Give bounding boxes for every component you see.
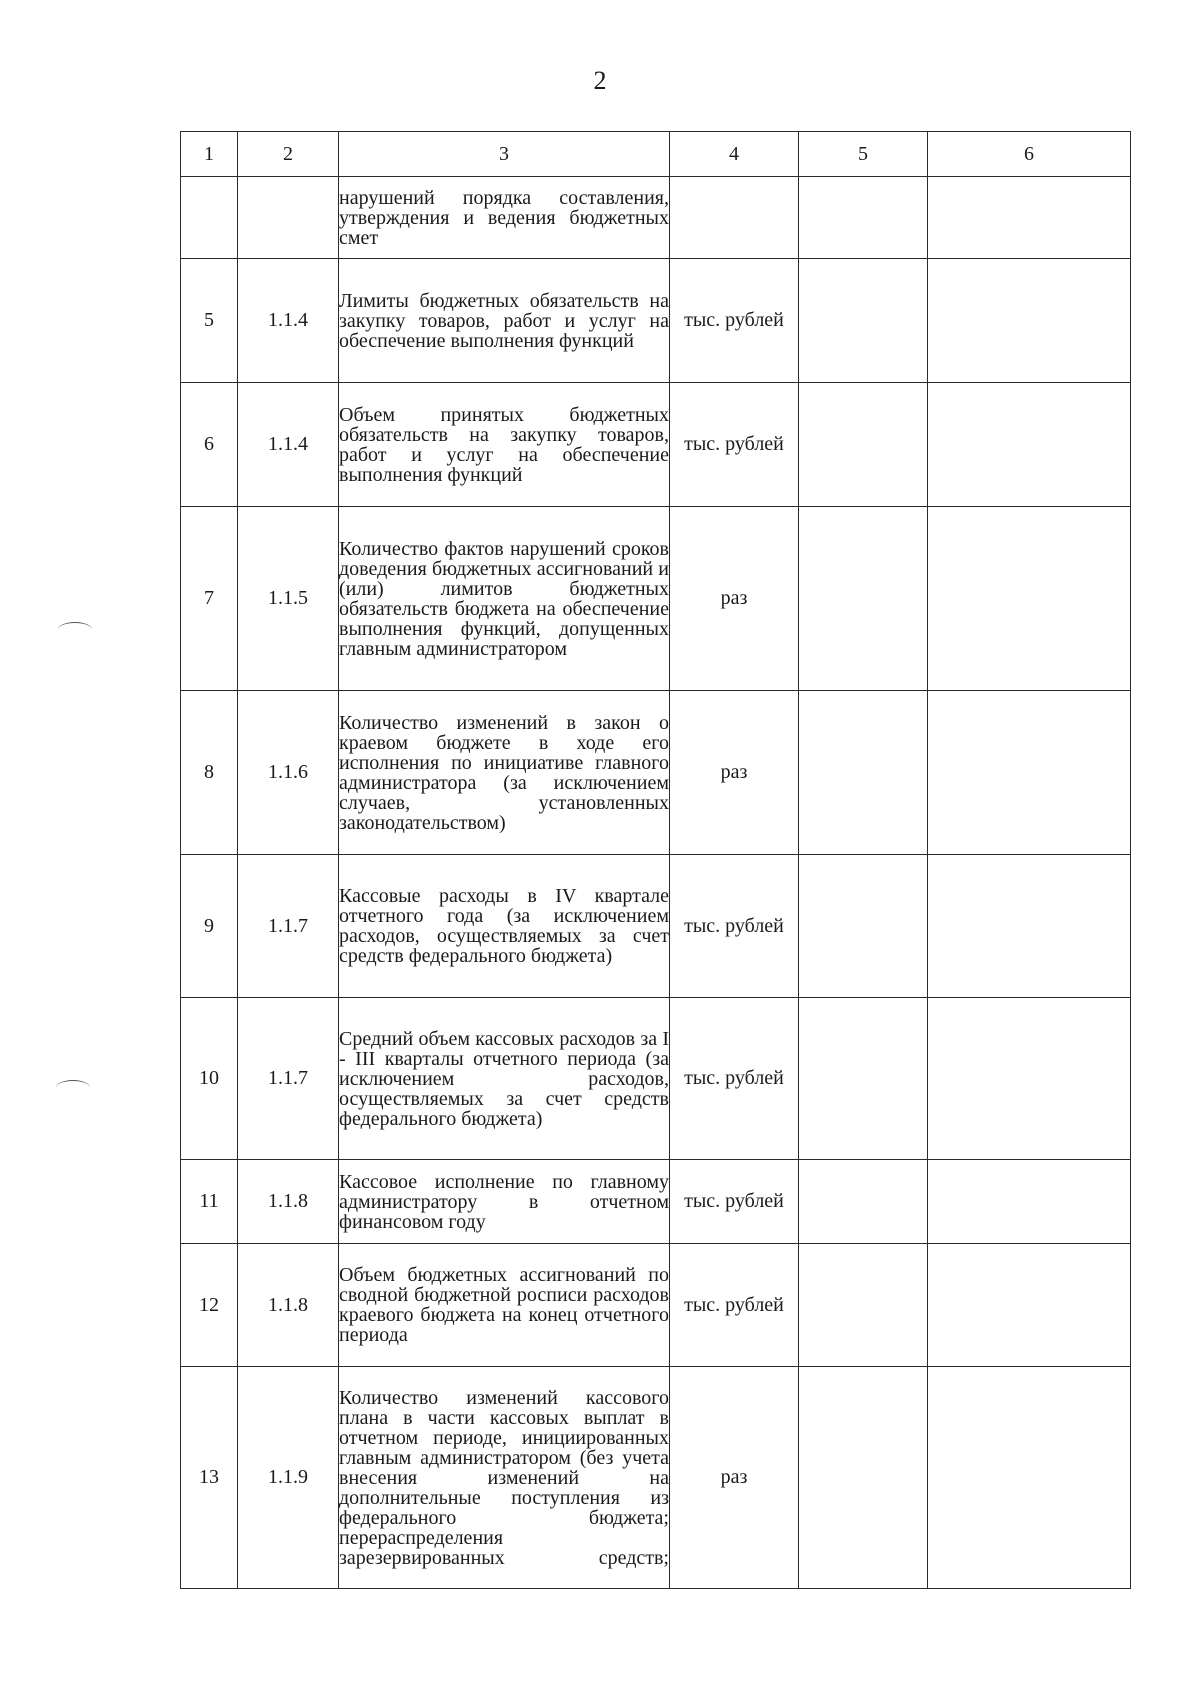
row-code [238,177,339,259]
column-header: 2 [238,132,339,177]
table-row [181,691,1131,855]
row-unit: раз [670,507,799,691]
row-col5 [799,998,928,1160]
row-col5 [799,1367,928,1589]
row-description: Средний объем кассовых расходов за I - III кварталы отчетного периода (за исключением расходов, осуществляемых за счет средств федерального бюджета) [339,998,670,1160]
row-number [181,177,238,259]
column-header: 1 [181,132,238,177]
row-code: 1.1.7 [238,855,339,998]
column-header: 5 [799,132,928,177]
row-code: 1.1.9 [238,1367,339,1589]
table-row [181,855,1131,998]
row-col6 [928,1160,1131,1244]
row-number: 6 [181,383,238,507]
row-col5 [799,507,928,691]
row-number: 13 [181,1367,238,1589]
row-col5 [799,1244,928,1367]
row-unit: раз [670,1367,799,1589]
row-description: Количество изменений кассового плана в части кассовых выплат в отчетном периоде, инициированных главным администратором (без учета внесения изменений на дополнительные поступления из федерального бюджета; перераспределения зарезервированных средств; [339,1367,670,1589]
table-row [181,1367,1131,1589]
row-col5 [799,383,928,507]
row-unit: тыс. рублей [670,383,799,507]
row-description: Объем бюджетных ассигнований по сводной бюджетной росписи расходов краевого бюджета на конец отчетного периода [339,1244,670,1367]
column-header: 3 [339,132,670,177]
row-col6 [928,383,1131,507]
row-col5 [799,855,928,998]
binder-hole-mark [58,622,92,637]
row-number: 9 [181,855,238,998]
row-col6 [928,507,1131,691]
table-row [181,383,1131,507]
row-col6 [928,855,1131,998]
indicators-table [180,131,1131,1589]
row-unit: тыс. рублей [670,1160,799,1244]
row-unit [670,177,799,259]
row-code: 1.1.4 [238,383,339,507]
row-description: Кассовое исполнение по главному администратору в отчетном финансовом году [339,1160,670,1244]
column-header: 4 [670,132,799,177]
row-code: 1.1.4 [238,259,339,383]
row-description: нарушений порядка составления, утверждения и ведения бюджетных смет [339,177,670,259]
table-header-row [181,132,1131,177]
row-col5 [799,1160,928,1244]
row-col5 [799,177,928,259]
row-unit: раз [670,691,799,855]
row-unit: тыс. рублей [670,855,799,998]
row-description: Количество фактов нарушений сроков доведения бюджетных ассигнований и (или) лимитов бюджетных обязательств бюджета на обеспечение выполнения функций, допущенных главным администратором [339,507,670,691]
row-number: 5 [181,259,238,383]
row-code: 1.1.8 [238,1244,339,1367]
row-number: 12 [181,1244,238,1367]
table-row [181,1244,1131,1367]
row-col5 [799,259,928,383]
table-row [181,1160,1131,1244]
row-col6 [928,998,1131,1160]
table-row [181,177,1131,259]
row-col6 [928,1244,1131,1367]
row-col6 [928,691,1131,855]
row-number: 7 [181,507,238,691]
row-description: Количество изменений в закон о краевом бюджете в ходе его исполнения по инициативе главного администратора (за исключением случаев, установленных законодательством) [339,691,670,855]
row-description: Лимиты бюджетных обязательств на закупку товаров, работ и услуг на обеспечение выполнения функций [339,259,670,383]
row-code: 1.1.7 [238,998,339,1160]
row-number: 10 [181,998,238,1160]
row-col6 [928,1367,1131,1589]
row-col5 [799,691,928,855]
table-row [181,507,1131,691]
row-col6 [928,177,1131,259]
row-number: 8 [181,691,238,855]
table-row [181,998,1131,1160]
row-code: 1.1.8 [238,1160,339,1244]
row-unit: тыс. рублей [670,1244,799,1367]
row-unit: тыс. рублей [670,998,799,1160]
row-unit: тыс. рублей [670,259,799,383]
row-description: Объем принятых бюджетных обязательств на закупку товаров, работ и услуг на обеспечение выполнения функций [339,383,670,507]
table-row [181,259,1131,383]
row-description: Кассовые расходы в IV квартале отчетного года (за исключением расходов, осуществляемых за счет средств федерального бюджета) [339,855,670,998]
binder-hole-mark [56,1080,90,1095]
page-number: 2 [593,66,607,95]
row-col6 [928,259,1131,383]
row-code: 1.1.6 [238,691,339,855]
row-code: 1.1.5 [238,507,339,691]
row-number: 11 [181,1160,238,1244]
column-header: 6 [928,132,1131,177]
